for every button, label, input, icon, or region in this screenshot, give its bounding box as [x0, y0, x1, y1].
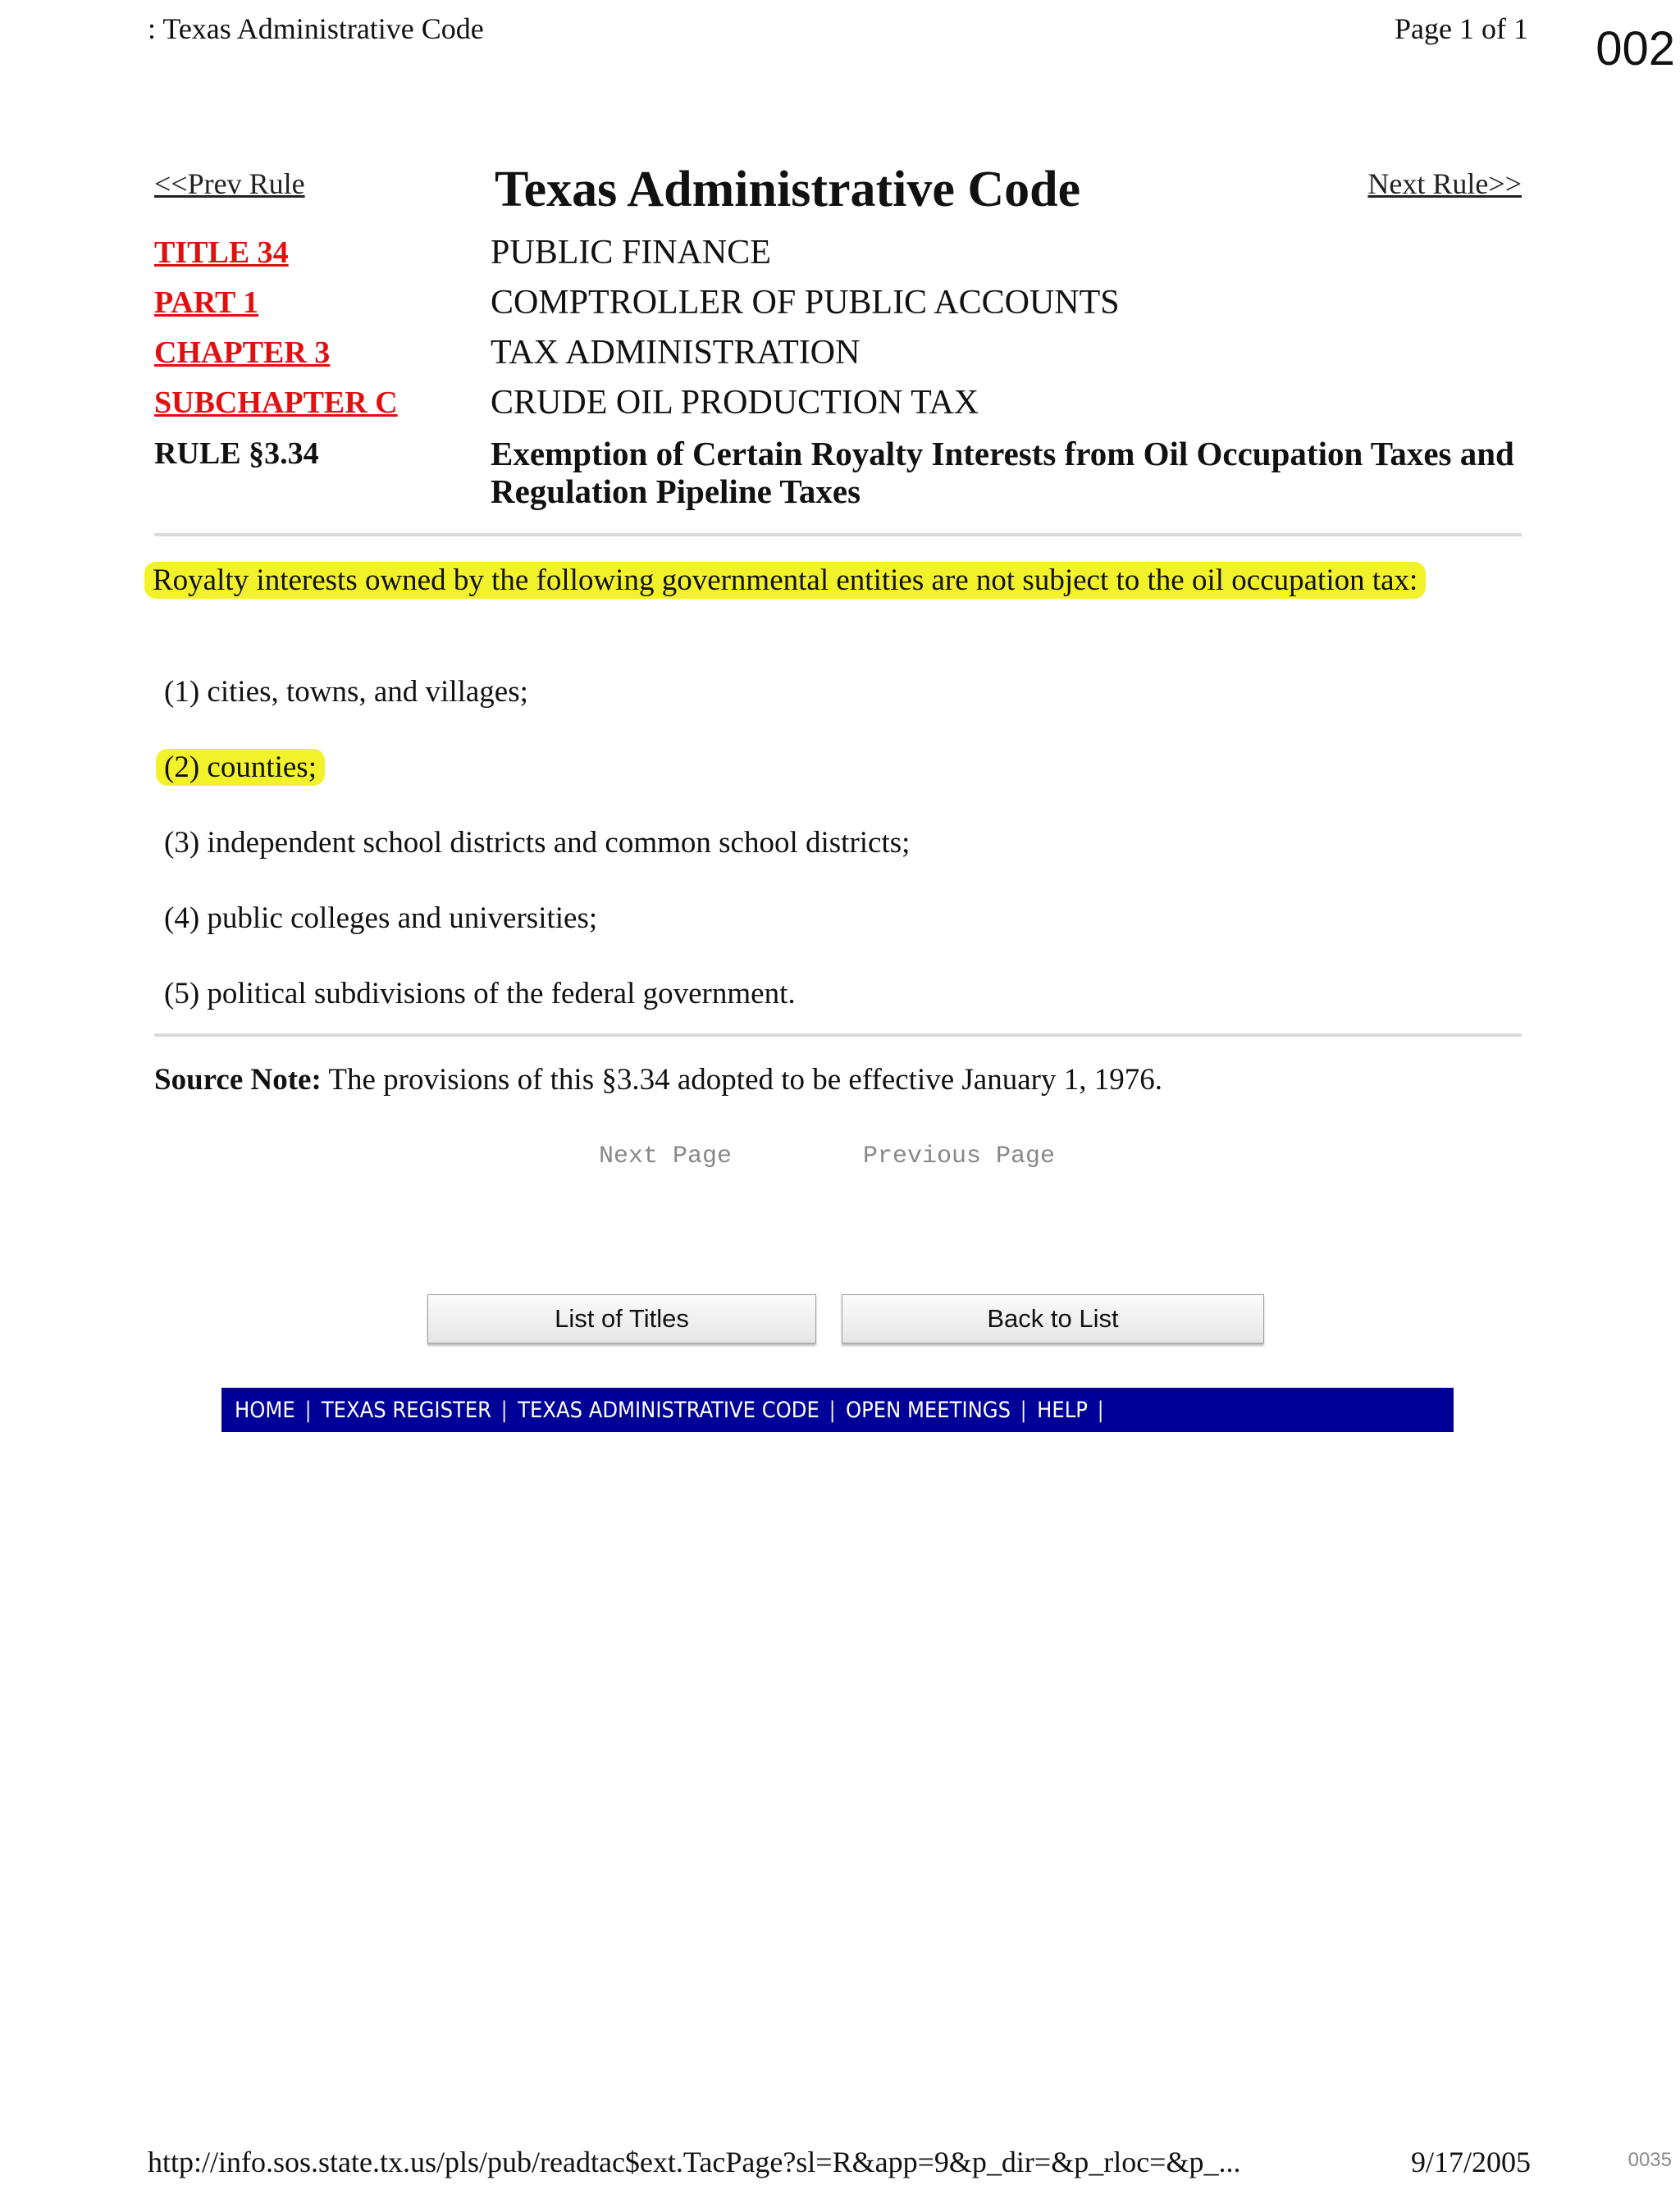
source-note — [154, 1062, 1162, 1097]
print-footer-url: http://info.sos.state.tx.us/pls/pub/readtac$ext.TacPage?sl=R&app=9&p_dir=&p_rloc=&p_... — [148, 2146, 1241, 2178]
footer-separator: | — [1097, 1397, 1103, 1423]
footer-open-meetings-link[interactable]: OPEN MEETINGS — [845, 1397, 1011, 1423]
previous-page-link[interactable]: Previous Page — [863, 1143, 1056, 1170]
footer-nav-links — [235, 1398, 1114, 1423]
source-note-text: The provisions of this §3.34 adopted to be effective January 1, 1976. — [321, 1063, 1162, 1097]
footer-separator: | — [1020, 1397, 1026, 1423]
list-of-titles-button[interactable]: List of Titles — [427, 1294, 816, 1343]
title-value: PUBLIC FINANCE — [491, 234, 771, 271]
document-stamp-bottom: 0035 — [1628, 2149, 1672, 2171]
footer-separator: | — [304, 1397, 311, 1423]
divider-top — [154, 533, 1522, 536]
part-value: COMPTROLLER OF PUBLIC ACCOUNTS — [491, 284, 1120, 322]
list-item: (4) public colleges and universities; — [164, 901, 598, 935]
source-note-label: Source Note: — [154, 1063, 322, 1097]
title-link[interactable]: TITLE 34 — [154, 235, 289, 270]
rule-label: RULE §3.34 — [154, 436, 319, 471]
document-stamp-top: 002 — [1596, 22, 1675, 75]
divider-bottom — [154, 1033, 1522, 1037]
footer-help-link[interactable]: HELP — [1037, 1397, 1088, 1423]
intro-highlight: Royalty interests owned by the following governmental entities are not subject to the oil occupation tax: — [144, 562, 1426, 599]
print-page-number: Page 1 of 1 — [1395, 12, 1528, 45]
rule-intro — [144, 563, 1522, 599]
prev-rule-link[interactable]: <<Prev Rule — [154, 167, 305, 200]
page-title: Texas Administrative Code — [495, 162, 1081, 217]
subchapter-value: CRUDE OIL PRODUCTION TAX — [491, 384, 979, 422]
list-item: (5) political subdivisions of the federal government. — [164, 977, 796, 1010]
item-highlight: (2) counties; — [156, 749, 325, 786]
list-item: (3) independent school districts and common school districts; — [164, 826, 911, 860]
footer-separator: | — [829, 1397, 835, 1423]
next-page-link[interactable]: Next Page — [599, 1143, 733, 1170]
footer-separator: | — [501, 1397, 507, 1423]
chapter-value: TAX ADMINISTRATION — [491, 334, 861, 372]
rule-title: Exemption of Certain Royalty Interests from Oil Occupation Taxes and Regulation Pipeline Taxes — [491, 435, 1514, 510]
next-rule-link[interactable]: Next Rule>> — [1367, 167, 1522, 200]
back-to-list-button[interactable]: Back to List — [842, 1294, 1264, 1343]
footer-home-link[interactable]: HOME — [235, 1397, 295, 1423]
print-footer-date: 9/17/2005 — [1410, 2146, 1531, 2178]
list-item: (1) cities, towns, and villages; — [164, 675, 528, 709]
footer-texas-register-link[interactable]: TEXAS REGISTER — [321, 1397, 492, 1423]
subchapter-link[interactable]: SUBCHAPTER C — [154, 385, 398, 420]
footer-nav-bar — [221, 1388, 1454, 1432]
chapter-link[interactable]: CHAPTER 3 — [154, 335, 331, 370]
part-link[interactable]: PART 1 — [154, 285, 259, 320]
list-item-highlighted — [164, 750, 325, 785]
footer-tac-link[interactable]: TEXAS ADMINISTRATIVE CODE — [518, 1397, 819, 1423]
print-header-title: : Texas Administrative Code — [148, 12, 484, 45]
